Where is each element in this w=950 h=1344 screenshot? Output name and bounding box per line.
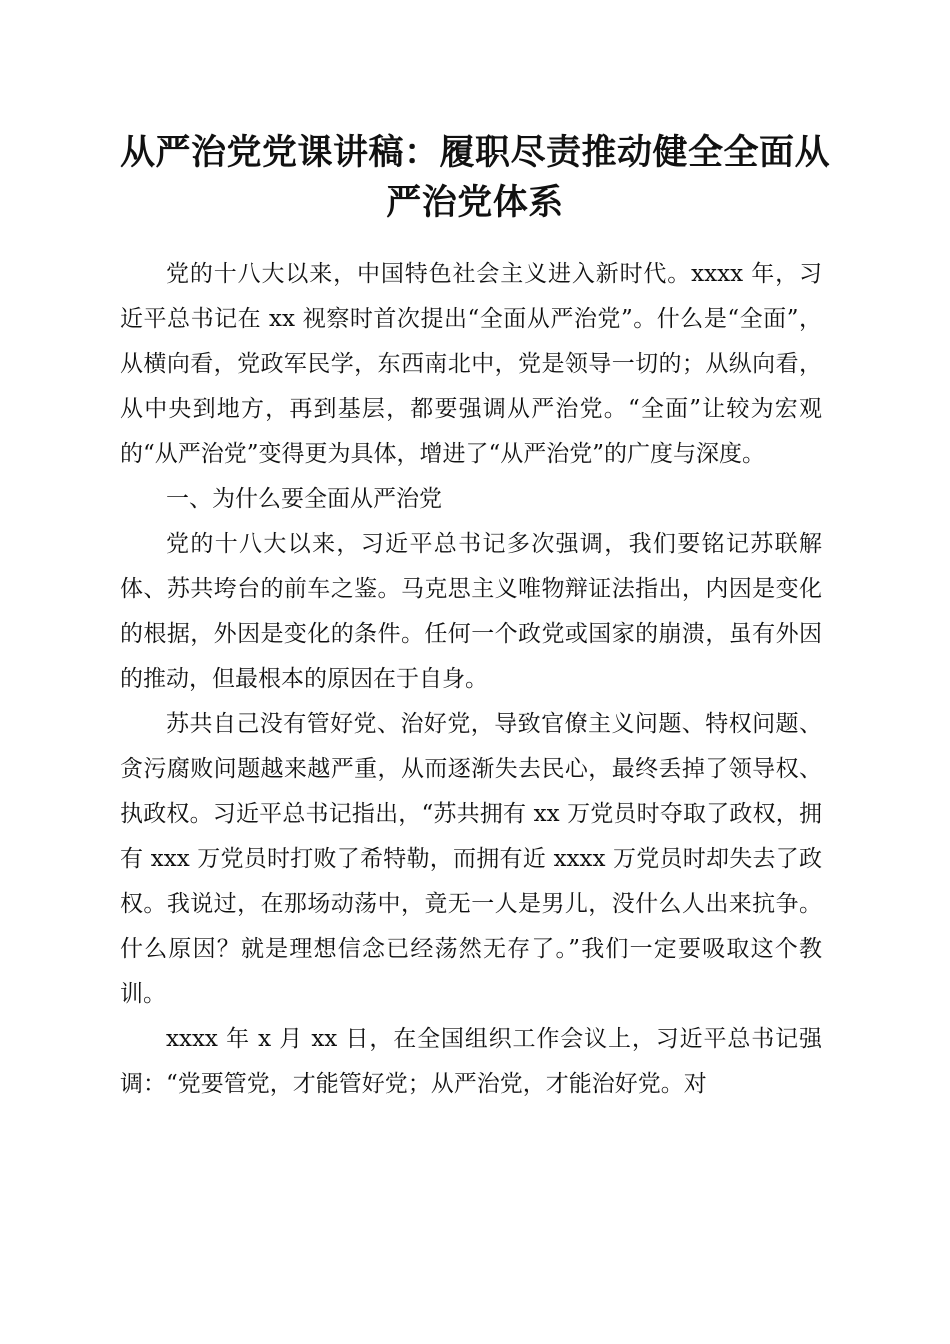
document-body — [120, 252, 822, 1107]
paragraph-2: 党的十八大以来，习近平总书记多次强调，我们要铭记苏联解体、苏共垮台的前车之鉴。马克思主义唯物辩证法指出，内因是变化的根据，外因是变化的条件。任何一个政党或国家的崩溃，虽有外因的推动，但最根本的原因在于自身。 — [120, 531, 822, 692]
paragraph-1: 党的十八大以来，中国特色社会主义进入新时代。xxxx 年，习近平总书记在 xx 视察时首次提出“全面从严治党”。什么是“全面”，从横向看，党政军民学，东西南北中，党是领导一切的；从纵向看，从中央到地方，再到基层，都要强调从严治党。“全面”让较为宏观的“从严治党”变得更为具体，增进了“从严治党”的广度与深度。 — [120, 261, 822, 467]
section-heading-1: 一、为什么要全面从严治党 — [166, 486, 442, 512]
title-line-1: 从严治党党课讲稿：履职尽责推动健全全面从 — [119, 132, 830, 173]
document-title — [100, 128, 850, 228]
paragraph-4: xxxx 年 x 月 xx 日，在全国组织工作会议上，习近平总书记强调：“党要管党，才能管好党；从严治党，才能治好党。对 — [120, 1026, 822, 1097]
title-line-2: 严治党体系 — [386, 182, 564, 223]
paragraph-3: 苏共自己没有管好党、治好党，导致官僚主义问题、特权问题、贪污腐败问题越来越严重，从而逐渐失去民心，最终丢掉了领导权、执政权。习近平总书记指出，“苏共拥有 xx 万党员时夺取了政权，拥有 xxx 万党员时打败了希特勒，而拥有近 xxxx 万党员时却失去了政权。我说过，在那场动荡中，竟无一人是男儿，没什么人出来抗争。什么原因？就是理想信念已经荡然无存了。”我们一定要吸取这个教训。 — [120, 711, 822, 1007]
